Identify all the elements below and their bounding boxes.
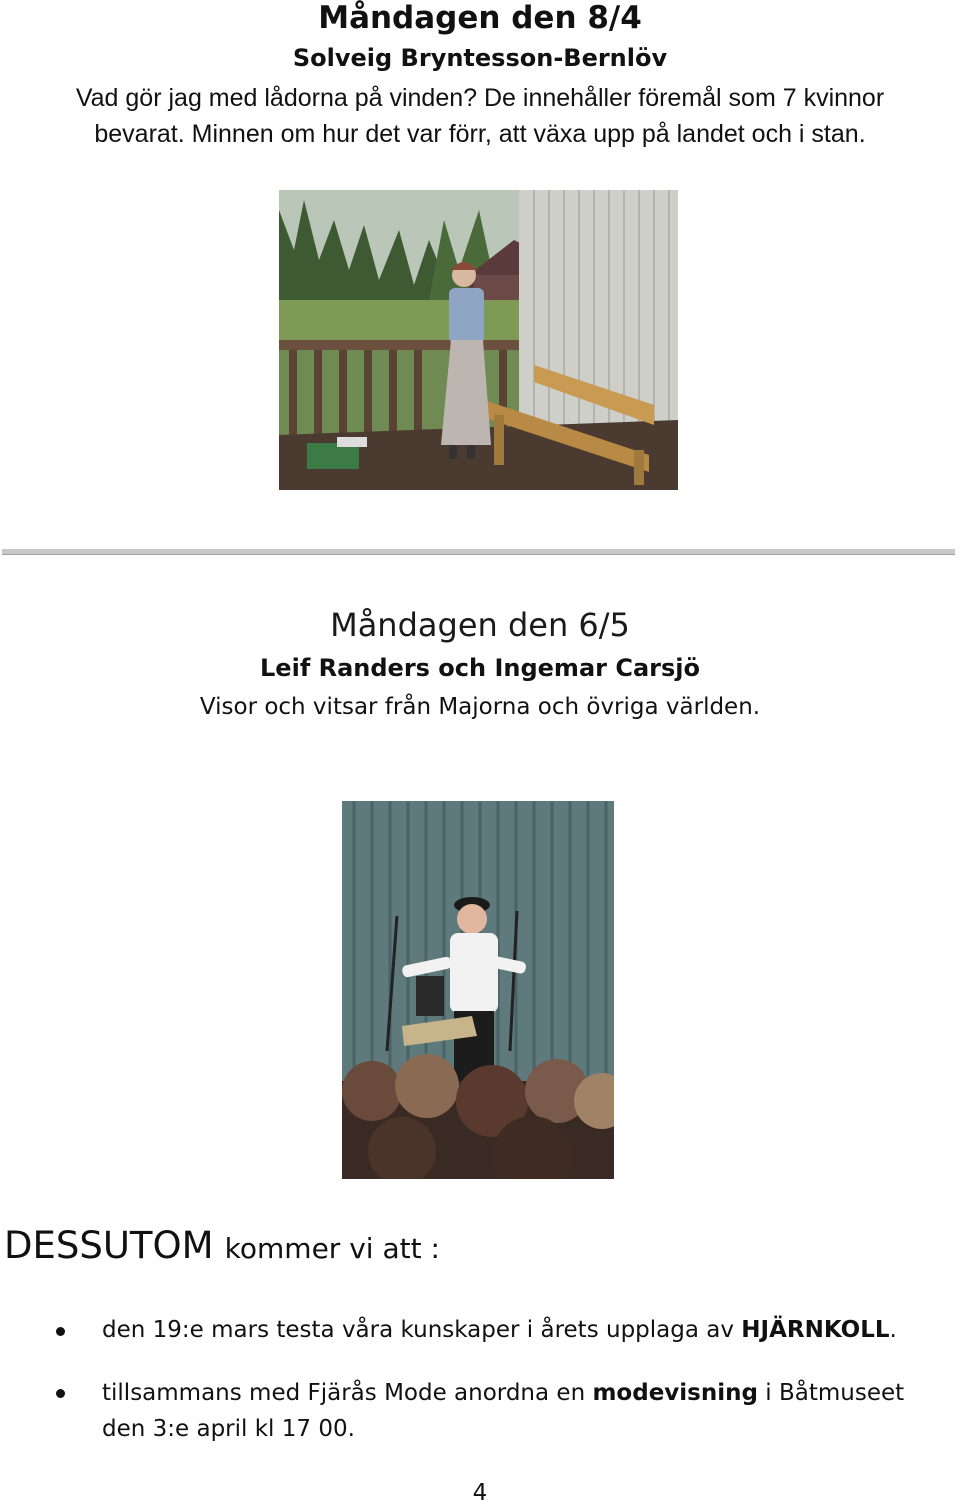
page-number: 4: [472, 1480, 488, 1506]
extra-heading-big: DESSUTOM: [4, 1224, 214, 1267]
section-divider: [2, 549, 955, 555]
section2-date: Måndagen den 6/5: [330, 606, 630, 644]
list-item-1-bold: HJÄRNKOLL: [741, 1317, 890, 1343]
list-item-2-line2: den 3:e april kl 17 00.: [102, 1416, 355, 1442]
section1-line1: Vad gör jag med lådorna på vinden? De innehåller föremål som 7 kvinnor: [75, 84, 885, 112]
section1-line2: bevarat. Minnen om hur det var förr, att växa upp på landet och i stan.: [94, 120, 866, 148]
section1-presenter: Solveig Bryntesson-Bernlöv: [292, 44, 668, 72]
section2-presenters: Leif Randers och Ingemar Carsjö: [260, 654, 700, 682]
list-item-1-text: den 19:e mars testa våra kunskaper i årets upplaga av: [102, 1317, 742, 1343]
list-item-modevisning: [102, 1375, 952, 1447]
bullet-icon: [56, 1389, 65, 1398]
list-item-2-text: tillsammans med Fjärås Mode anordna en: [102, 1380, 593, 1406]
bullet-icon: [56, 1327, 65, 1336]
photo-storyteller-on-deck: [279, 190, 678, 490]
section2-description: Visor och vitsar från Majorna och övriga världen.: [199, 694, 761, 720]
list-item-hjarnkoll: [102, 1312, 952, 1348]
extra-heading-rest: kommer vi att :: [224, 1232, 440, 1265]
photo-singer-on-stage: [342, 801, 614, 1179]
list-item-2-after: i Båtmuseet: [757, 1380, 905, 1406]
section1-date: Måndagen den 8/4: [318, 0, 642, 36]
list-item-1-after: .: [889, 1317, 897, 1343]
list-item-2-bold: modevisning: [592, 1380, 758, 1406]
extra-heading: [4, 1224, 440, 1267]
